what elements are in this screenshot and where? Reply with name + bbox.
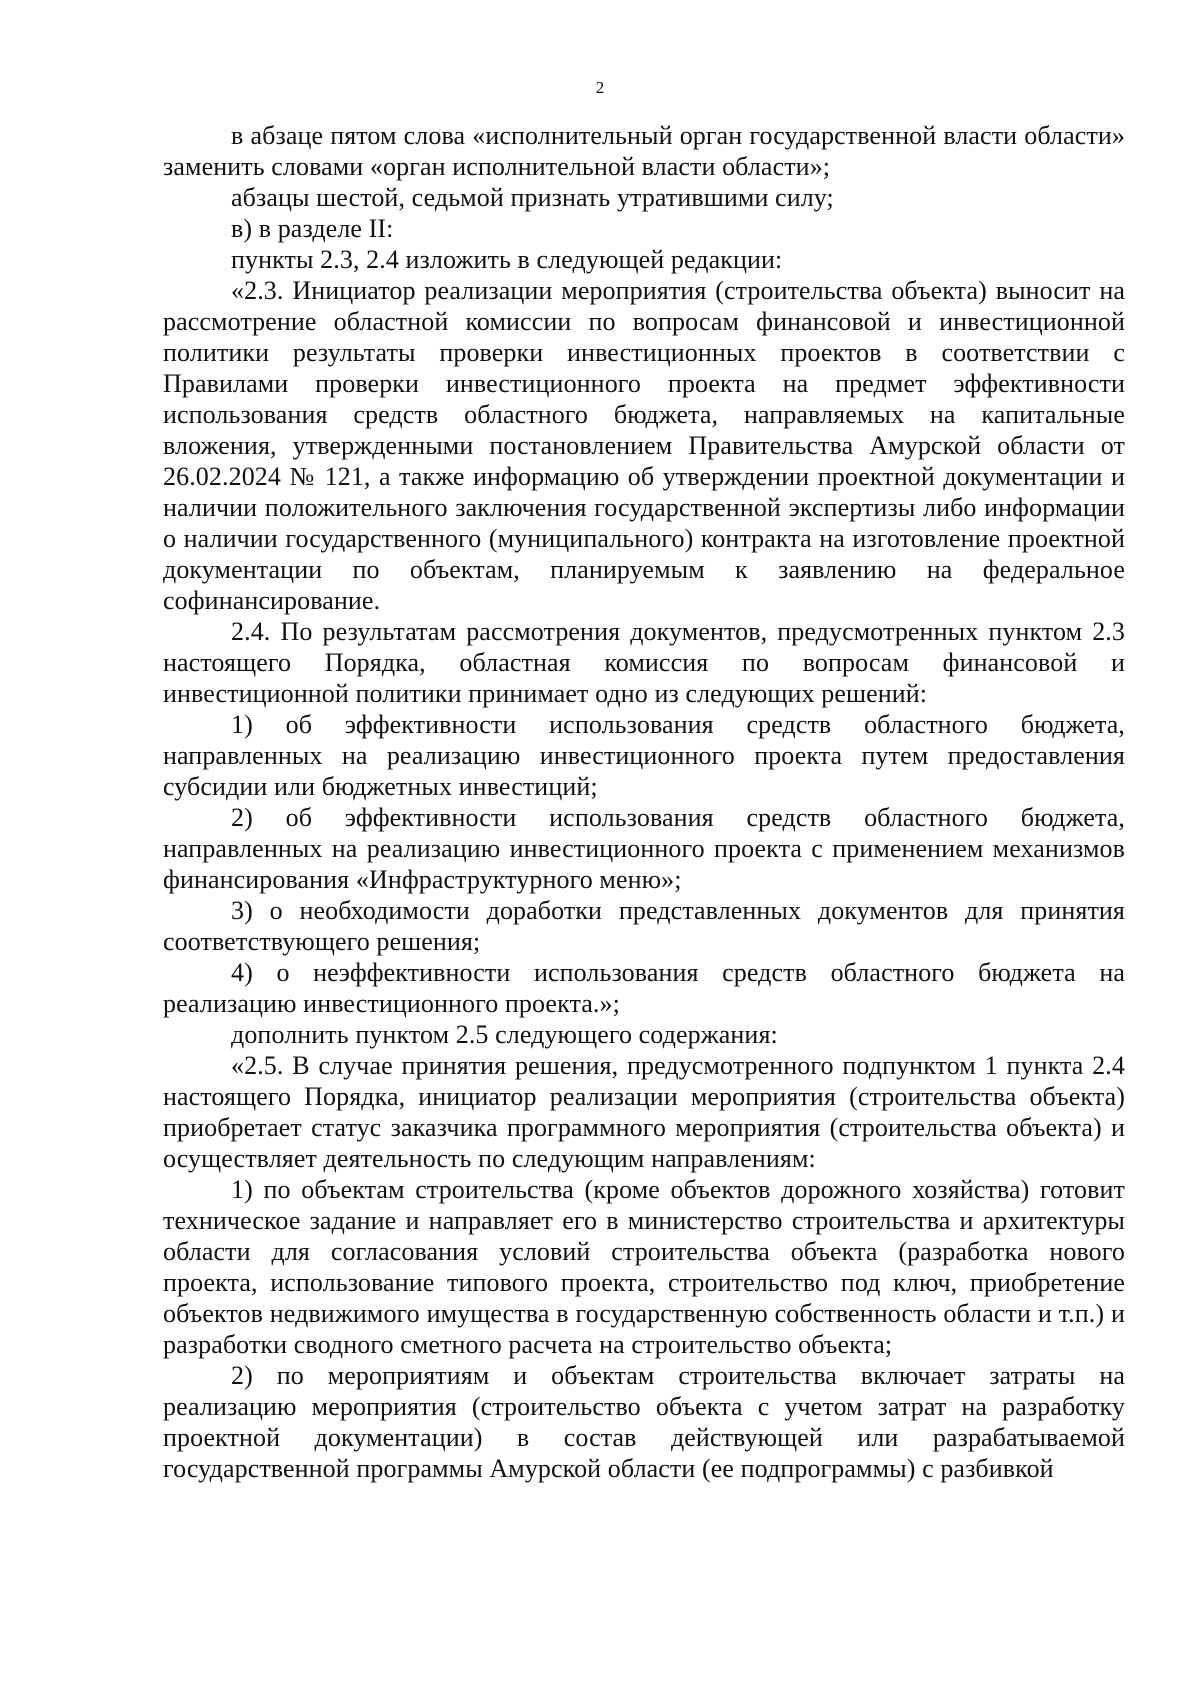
paragraph: абзацы шестой, седьмой признать утратившими силу; [231,183,834,212]
paragraph: в абзаце пятом слова «исполнительный орган государственной власти области» заменить словами «орган исполнительной власти области»; [163,121,1125,181]
paragraph: «2.5. В случае принятия решения, предусмотренного подпунктом 1 пункта 2.4 настоящего Порядка, инициатор реализации мероприятия (строительства объекта) приобретает статус заказчика программного мероприятия (строительства объекта) и осуществляет деятельность по следующим направлениям: [163,1051,1125,1173]
list-item: 4) о неэффективности использования средств областного бюджета на реализацию инвестиционного проекта.»; [163,958,1125,1018]
paragraph: «2.3. Инициатор реализации мероприятия (строительства объекта) выносит на рассмотрение областной комиссии по вопросам финансовой и инвестиционной политики результаты проверки инвестиционных проектов в соответствии с Правилами проверки инвестиционного проекта на предмет эффективности использования средств областного бюджета, направляемых на капитальные вложения, утвержденными постановлением Правительства Амурской области от 26.02.2024 № 121, а также информацию об утверждении проектной документации и наличии положительного заключения государственной экспертизы либо информации о наличии государственного (муниципального) контракта на изготовление проектной документации по объектам, планируемым к заявлению на федеральное софинансирование. [163,276,1125,615]
paragraph: в) в разделе II: [231,214,394,243]
list-item: 1) по объектам строительства (кроме объектов дорожного хозяйства) готовит техническое задание и направляет его в министерство строительства и архитектуры области для согласования условий строительства объекта (разработка нового проекта, использование типового проекта, строительство под ключ, приобретение объектов недвижимого имущества в государственную собственность области и т.п.) и разработки сводного сметного расчета на строительство объекта; [163,1175,1125,1359]
list-item: 2) по мероприятиям и объектам строительства включает затраты на реализацию мероприятия (строительство объекта с учетом затрат на разработку проектной документации) в состав действующей или разрабатываемой государственной программы Амурской области (ее подпрограммы) с разбивкой [163,1361,1125,1483]
list-item: 3) о необходимости доработки представленных документов для принятия соответствующего решения; [163,896,1125,956]
document-body [163,120,1125,1484]
paragraph: 2.4. По результатам рассмотрения документов, предусмотренных пунктом 2.3 настоящего Порядка, областная комиссия по вопросам финансовой и инвестиционной политики принимает одно из следующих решений: [163,617,1125,708]
list-item: 1) об эффективности использования средств областного бюджета, направленных на реализацию инвестиционного проекта путем предоставления субсидии или бюджетных инвестиций; [163,710,1125,801]
list-item: 2) об эффективности использования средств областного бюджета, направленных на реализацию инвестиционного проекта с применением механизмов финансирования «Инфраструктурного меню»; [163,803,1125,894]
paragraph: пункты 2.3, 2.4 изложить в следующей редакции: [231,245,783,274]
page-number: 2 [595,78,605,97]
paragraph: дополнить пунктом 2.5 следующего содержания: [231,1020,778,1049]
